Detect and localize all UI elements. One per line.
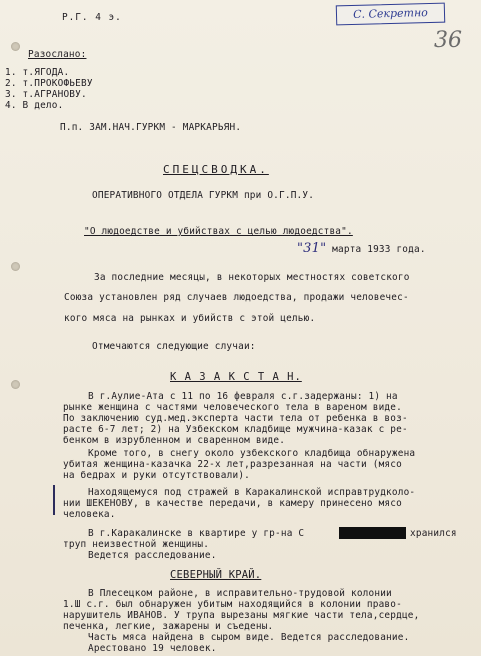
- paragraph-line: расте 6-7 лет; 2) на Узбекском кладбище мужчина-казак с ре-: [63, 424, 408, 435]
- distribution-label: Разослано:: [28, 49, 87, 60]
- paragraph-line: на бедрах и руки отсутствовали).: [63, 470, 251, 481]
- paragraph-line: нии ШЕКЕНОВУ, в качестве передачи, в камеру принесено мясо: [63, 498, 402, 509]
- sender-line: П.п. ЗАМ.НАЧ.ГУРКМ - МАРКАРЬЯН.: [60, 122, 242, 133]
- paragraph-line: нарушитель ИВАНОВ. У трупа вырезаны мягкие части тела,сердце,: [63, 610, 420, 621]
- document-date: [297, 243, 426, 255]
- paragraph-line: убитая женщина-казачка 22-х лет,разрезанная на части (мясо: [63, 459, 402, 470]
- paragraph-line: бенком в изрубленном и сваренном виде.: [63, 435, 286, 446]
- paragraph-line: По заключению суд.мед.эксперта части тела от ребенка в воз-: [63, 413, 408, 424]
- intro-line: кого мяса на рынках и убийств с этой целью.: [64, 313, 316, 324]
- paragraph-line: В Плесецком районе, в исправительно-трудовой колонии: [88, 588, 392, 599]
- paragraph-line: труп неизвестной женщины.: [63, 539, 210, 550]
- margin-mark: [53, 485, 55, 515]
- paragraph-line: В г.Аулие-Ата с 11 по 16 февраля с.г.задержаны: 1) на: [88, 391, 398, 402]
- paragraph-line: Ведется расследование.: [88, 550, 217, 561]
- secret-stamp: С. Секретно: [336, 3, 445, 26]
- date-rest: марта 1933 года.: [332, 244, 426, 255]
- reference-number: Р.Г. 4 э.: [62, 12, 122, 23]
- paragraph-line: хранился: [410, 528, 457, 539]
- document-title: СПЕЦСВОДКА.: [163, 163, 269, 176]
- paragraph-line: 1.Ш с.г. был обнаружен убитым находящийся в колонии право-: [63, 599, 402, 610]
- section-heading: СЕВЕРНЫЙ КРАЙ.: [170, 569, 262, 581]
- distribution-item: 2. т.ПРОКОФЬЕВУ: [5, 78, 93, 89]
- intro-line: За последние месяцы, в некоторых местностях советского: [94, 272, 410, 283]
- punch-hole: [11, 42, 20, 51]
- page-number: 36: [434, 28, 462, 53]
- distribution-item: 1. т.ЯГОДА.: [5, 67, 70, 78]
- date-day: "31": [297, 241, 327, 256]
- distribution-item: 4. В дело.: [5, 100, 64, 111]
- paragraph-line: человека.: [63, 509, 116, 520]
- section-heading: К А З А К С Т А Н.: [170, 371, 302, 383]
- paragraph-line: Арестовано 19 человек.: [88, 643, 217, 654]
- punch-hole: [11, 380, 20, 389]
- punch-hole: [11, 262, 20, 271]
- paragraph-line: Кроме того, в снегу около узбекского кладбища обнаружена: [88, 448, 416, 459]
- paragraph-line: Часть мяса найдена в сыром виде. Ведется расследование.: [88, 632, 410, 643]
- intro-line: Союза установлен ряд случаев людоедства, продажи человечес-: [64, 292, 409, 303]
- redaction-block: [339, 527, 406, 539]
- subject-line: "О людоедстве и убийствах с целью людоедства".: [84, 226, 353, 237]
- distribution-item: 3. т.АГРАНОВУ.: [5, 89, 87, 100]
- paragraph-line: Находящемуся под стражей в Каракалинской исправтрудколо-: [88, 487, 416, 498]
- cases-intro: Отмечаются следующие случаи:: [92, 341, 256, 352]
- paragraph-line: рынке женщина с частями человеческого тела в вареном виде.: [63, 402, 402, 413]
- paragraph-line: В г.Каракалинске в квартире у гр-на С: [88, 528, 305, 539]
- paragraph-line: печенка, легкие, зажарены и съедены.: [63, 621, 274, 632]
- department-line: ОПЕРАТИВНОГО ОТДЕЛА ГУРКМ при О.Г.П.У.: [92, 190, 315, 201]
